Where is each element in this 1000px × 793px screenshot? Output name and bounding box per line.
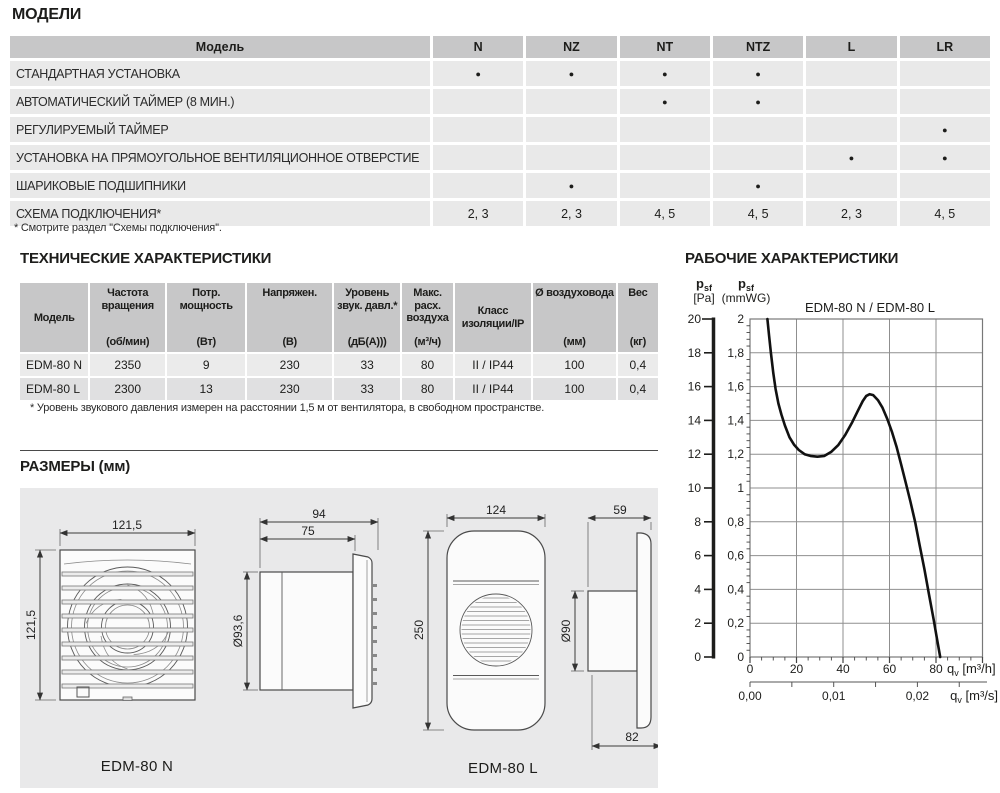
svg-text:0: 0 [737,650,744,664]
svg-text:0,00: 0,00 [738,689,762,703]
tech-value-cell: 0,4 [618,378,658,400]
svg-text:0,02: 0,02 [905,689,930,703]
models-table-container [7,33,993,229]
feature-cell: ● [526,61,616,86]
tech-header-name: Класс изоляции/IP [461,305,525,330]
feature-cell [620,117,710,142]
tech-value-cell: 230 [247,354,332,376]
dim-n-duct-diameter: Ø93,6 [231,614,245,648]
feature-cell: 4, 5 [713,201,803,226]
dim-l-base-width: 82 [625,730,639,744]
edm80l-label: EDM-80 L [468,760,538,777]
svg-text:14: 14 [687,413,701,428]
feature-cell: ● [433,61,523,86]
tech-header-unit: (Вт) [196,336,216,349]
svg-text:12: 12 [687,447,701,462]
models-feature-row [10,61,990,86]
svg-text:0,4: 0,4 [727,582,744,597]
performance-section-title: РАБОЧИЕ ХАРАКТЕРИСТИКИ [685,250,899,267]
dimensions-panel [20,488,658,788]
tech-value-cell: 100 [533,378,616,400]
feature-cell: 2, 3 [806,201,896,226]
dim-l-depth: 59 [613,503,627,517]
tech-header-2 [167,283,246,352]
section-divider-line [20,450,658,451]
models-table-body [10,61,990,226]
feature-cell: ● [806,145,896,170]
dim-l-height: 250 [412,619,426,641]
models-header-N: N [433,36,523,58]
dim-n-width: 121,5 [111,518,143,532]
feature-cell [713,145,803,170]
tech-value-cell: 80 [402,354,452,376]
feature-cell [526,145,616,170]
feature-cell: ● [900,145,990,170]
feature-cell: ● [713,173,803,198]
models-feature-row [10,145,990,170]
tech-header-name: Уровень звук. давл.* [337,287,398,312]
svg-text:60: 60 [882,662,897,676]
tech-value-cell: II / IP44 [455,354,531,376]
tech-header-name: Вес [628,287,648,299]
feature-cell: 4, 5 [620,201,710,226]
tech-header-7 [533,283,616,352]
tech-header-8 [618,283,658,352]
feature-cell [900,61,990,86]
tech-header-unit: (дБ(А))) [347,336,387,349]
models-header-L: L [806,36,896,58]
svg-text:1,4: 1,4 [727,413,744,428]
tech-header-name: Потр. мощность [179,287,233,312]
tech-value-cell: 2300 [90,378,164,400]
tech-header-6 [455,283,531,352]
svg-text:16: 16 [687,379,701,394]
tech-header-1 [90,283,164,352]
tech-table-header [20,283,658,352]
tech-row-EDM-80 L [20,378,658,400]
edm80l-front-drawing [412,503,545,730]
feature-cell [526,117,616,142]
models-header-LR: LR [900,36,990,58]
svg-text:4: 4 [694,582,701,597]
models-header-NT: NT [620,36,710,58]
tech-header-unit: (В) [282,336,297,349]
tech-value-cell: 100 [533,354,616,376]
feature-cell [433,89,523,114]
edm80n-side-drawing [231,507,378,708]
tech-header-3 [247,283,332,352]
feature-cell: ● [526,173,616,198]
tech-header-unit: (об/мин) [106,336,150,349]
feature-cell [900,173,990,198]
feature-label: СТАНДАРТНАЯ УСТАНОВКА [10,61,430,86]
models-table-header [10,36,990,58]
edm80n-front-drawing [24,518,195,701]
svg-text:20: 20 [789,662,804,676]
svg-text:1: 1 [737,481,744,495]
tech-value-cell: 13 [167,378,246,400]
tech-header-unit: (кг) [629,336,646,349]
feature-cell [806,61,896,86]
models-header-model: Модель [10,36,430,58]
feature-cell [433,145,523,170]
side-grille-slats [372,584,377,685]
feature-label: УСТАНОВКА НА ПРЯМОУГОЛЬНОЕ ВЕНТИЛЯЦИОННОЕ ОТВЕРСТИЕ [10,145,430,170]
chart-title: EDM-80 N / EDM-80 L [804,300,936,315]
performance-chart-svg [680,272,1000,737]
dim-n-height: 121,5 [24,609,38,641]
svg-text:[Pa]: [Pa] [693,291,715,305]
x-axis-unit-label: $q_v$ [m³/h] [947,661,996,678]
svg-text:18: 18 [687,345,701,360]
tech-header-unit: (м³/ч) [414,336,441,349]
svg-text:(mmWG): (mmWG) [721,291,771,305]
feature-cell: 2, 3 [433,201,523,226]
feature-label: РЕГУЛИРУЕМЫЙ ТАЙМЕР [10,117,430,142]
tech-header-name: Модель [33,311,75,324]
feature-label: АВТОМАТИЧЕСКИЙ ТАЙМЕР (8 МИН.) [10,89,430,114]
svg-text:0,6: 0,6 [727,548,744,563]
feature-cell: 4, 5 [900,201,990,226]
feature-cell [620,145,710,170]
feature-cell: ● [620,89,710,114]
feature-cell [806,173,896,198]
feature-cell: ● [713,89,803,114]
models-feature-row [10,89,990,114]
feature-cell [806,89,896,114]
models-footnote: * Смотрите раздел ''Схемы подключения''. [14,222,222,234]
svg-text:0: 0 [746,662,754,676]
feature-cell: ● [620,61,710,86]
tech-header-0 [20,283,88,352]
svg-text:0,2: 0,2 [727,616,744,631]
models-feature-row [10,173,990,198]
tech-value-cell: 230 [247,378,332,400]
tech-header-4 [334,283,400,352]
svg-text:2: 2 [737,312,744,326]
dim-l-width: 124 [485,503,507,517]
tech-header-name: Частота вращения [101,287,154,312]
tech-value-cell: II / IP44 [455,378,531,400]
svg-text:0: 0 [694,650,701,664]
tech-value-cell: 2350 [90,354,164,376]
svg-text:1,8: 1,8 [727,345,744,360]
models-header-NZ: NZ [526,36,616,58]
svg-text:6: 6 [694,548,701,563]
svg-text:1,2: 1,2 [727,447,744,462]
feature-cell [806,117,896,142]
x-axis2-unit-label: $q_v$ [m³/s] [950,688,998,705]
tech-header-name: Ø воздуховода [535,287,614,299]
feature-label: СХЕМА ПОДКЛЮЧЕНИЯ* [10,201,430,226]
tech-value-cell: 33 [334,378,400,400]
models-header-NTZ: NTZ [713,36,803,58]
models-table [7,33,993,229]
tech-model-cell: EDM-80 N [20,354,88,376]
feature-cell [713,117,803,142]
feature-cell: ● [713,61,803,86]
feature-cell [900,89,990,114]
tech-table-container [18,281,660,402]
tech-footnote: * Уровень звукового давления измерен на расстоянии 1,5 м от вентилятора, в свободном пространстве. [30,402,545,414]
svg-text:20: 20 [687,312,701,326]
pa-axis-caption: $p_{sf}$ [696,276,712,293]
svg-text:2: 2 [694,616,701,631]
feature-cell [620,173,710,198]
feature-cell: 2, 3 [526,201,616,226]
tech-value-cell: 0,4 [618,354,658,376]
grille-slats [62,572,193,688]
svg-text:0,01: 0,01 [822,689,846,703]
dimensions-section-title: РАЗМЕРЫ (мм) [20,458,131,475]
dim-l-duct-diameter: Ø90 [559,619,573,643]
svg-text:10: 10 [687,481,701,495]
tech-value-cell: 9 [167,354,246,376]
edm80n-label: EDM-80 N [100,758,174,775]
tech-model-cell: EDM-80 L [20,378,88,400]
tech-row-EDM-80 N [20,354,658,376]
models-feature-row [10,117,990,142]
tech-value-cell: 80 [402,378,452,400]
tech-value-cell: 33 [334,354,400,376]
feature-cell: ● [900,117,990,142]
feature-cell [526,89,616,114]
svg-text:80: 80 [929,662,943,676]
feature-cell [433,117,523,142]
svg-text:40: 40 [836,662,850,676]
tech-header-5 [402,283,452,352]
svg-text:1,6: 1,6 [727,379,744,394]
models-section-title: МОДЕЛИ [12,6,82,23]
svg-text:8: 8 [694,514,701,529]
tech-header-name: Напряжен. [262,287,317,299]
tech-header-name: Макс. расх. воздуха [406,287,449,325]
dimensions-drawings [20,488,658,788]
feature-label: ШАРИКОВЫЕ ПОДШИПНИКИ [10,173,430,198]
tech-table-body [20,354,658,400]
svg-text:0,8: 0,8 [727,514,744,529]
feature-cell [433,173,523,198]
tech-header-unit: (мм) [563,336,586,349]
mmwg-axis-caption: $p_{sf}$ [738,276,754,293]
tech-table [18,281,660,402]
dim-n-duct-length: 75 [301,524,315,538]
tech-section-title: ТЕХНИЧЕСКИЕ ХАРАКТЕРИСТИКИ [20,250,272,267]
edm80l-side-drawing [559,503,658,750]
dim-n-depth-total: 94 [312,507,326,521]
performance-chart [680,272,1000,737]
